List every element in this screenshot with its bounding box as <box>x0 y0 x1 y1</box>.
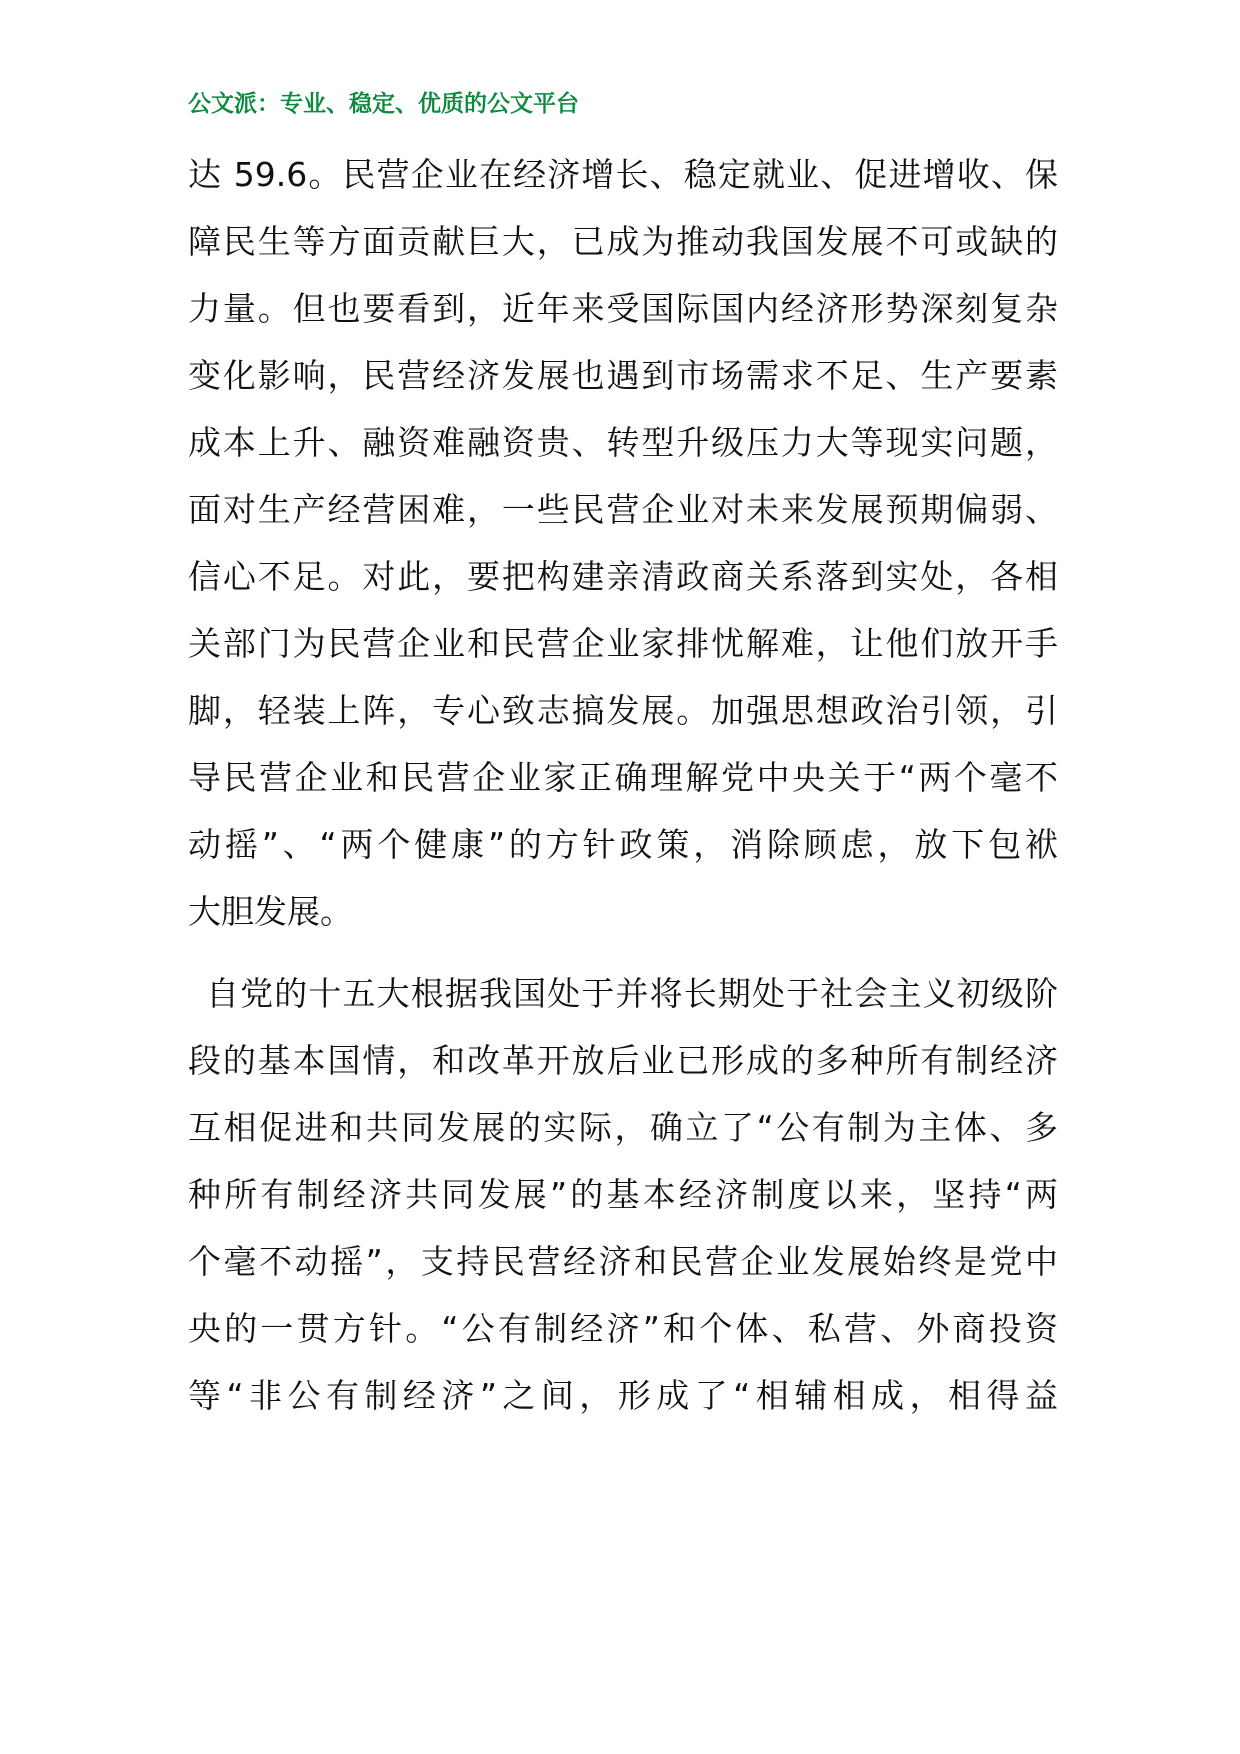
text-line: 互相促进和共同发展的实际，确立了“公有制为主体、多 <box>188 1108 1058 1147</box>
text-line: 力量。但也要看到，近年来受国际国内经济形势深刻复杂 <box>188 289 1058 328</box>
text-line: 关部门为民营企业和民营企业家排忧解难，让他们放开手 <box>188 624 1058 663</box>
text-line: 达 59.6。民营企业在经济增长、稳定就业、促进增收、保 <box>188 155 1058 194</box>
text-line: 段的基本国情，和改革开放后业已形成的多种所有制经济 <box>188 1041 1058 1080</box>
text-line: 大胆发展。 <box>188 892 353 931</box>
text-line: 信心不足。对此，要把构建亲清政商关系落到实处，各相 <box>188 557 1058 596</box>
text-line: 央的一贯方针。“公有制经济”和个体、私营、外商投资 <box>188 1309 1058 1348</box>
text-line: 导民营企业和民营企业家正确理解党中央关于“两个毫不 <box>188 758 1058 797</box>
text-line: 变化影响，民营经济发展也遇到市场需求不足、生产要素 <box>188 356 1058 395</box>
text-line: 等“非公有制经济”之间，形成了“相辅相成，相得益 <box>188 1376 1058 1415</box>
text-line: 面对生产经营困难，一些民营企业对未来发展预期偏弱、 <box>188 490 1058 529</box>
text-line: 自党的十五大根据我国处于并将长期处于社会主义初级阶 <box>206 974 1058 1013</box>
page-header-title: 公文派：专业、稳定、优质的公文平台 <box>188 90 579 117</box>
text-line: 成本上升、融资难融资贵、转型升级压力大等现实问题， <box>188 423 1058 462</box>
text-line: 种所有制经济共同发展”的基本经济制度以来，坚持“两 <box>188 1175 1058 1214</box>
text-line: 脚，轻装上阵，专心致志搞发展。加强思想政治引领，引 <box>188 691 1058 730</box>
text-line: 个毫不动摇”，支持民营经济和民营企业发展始终是党中 <box>188 1242 1058 1281</box>
text-line: 动摇”、“两个健康”的方针政策，消除顾虑，放下包袱 <box>188 825 1058 864</box>
text-line: 障民生等方面贡献巨大，已成为推动我国发展不可或缺的 <box>188 222 1058 261</box>
